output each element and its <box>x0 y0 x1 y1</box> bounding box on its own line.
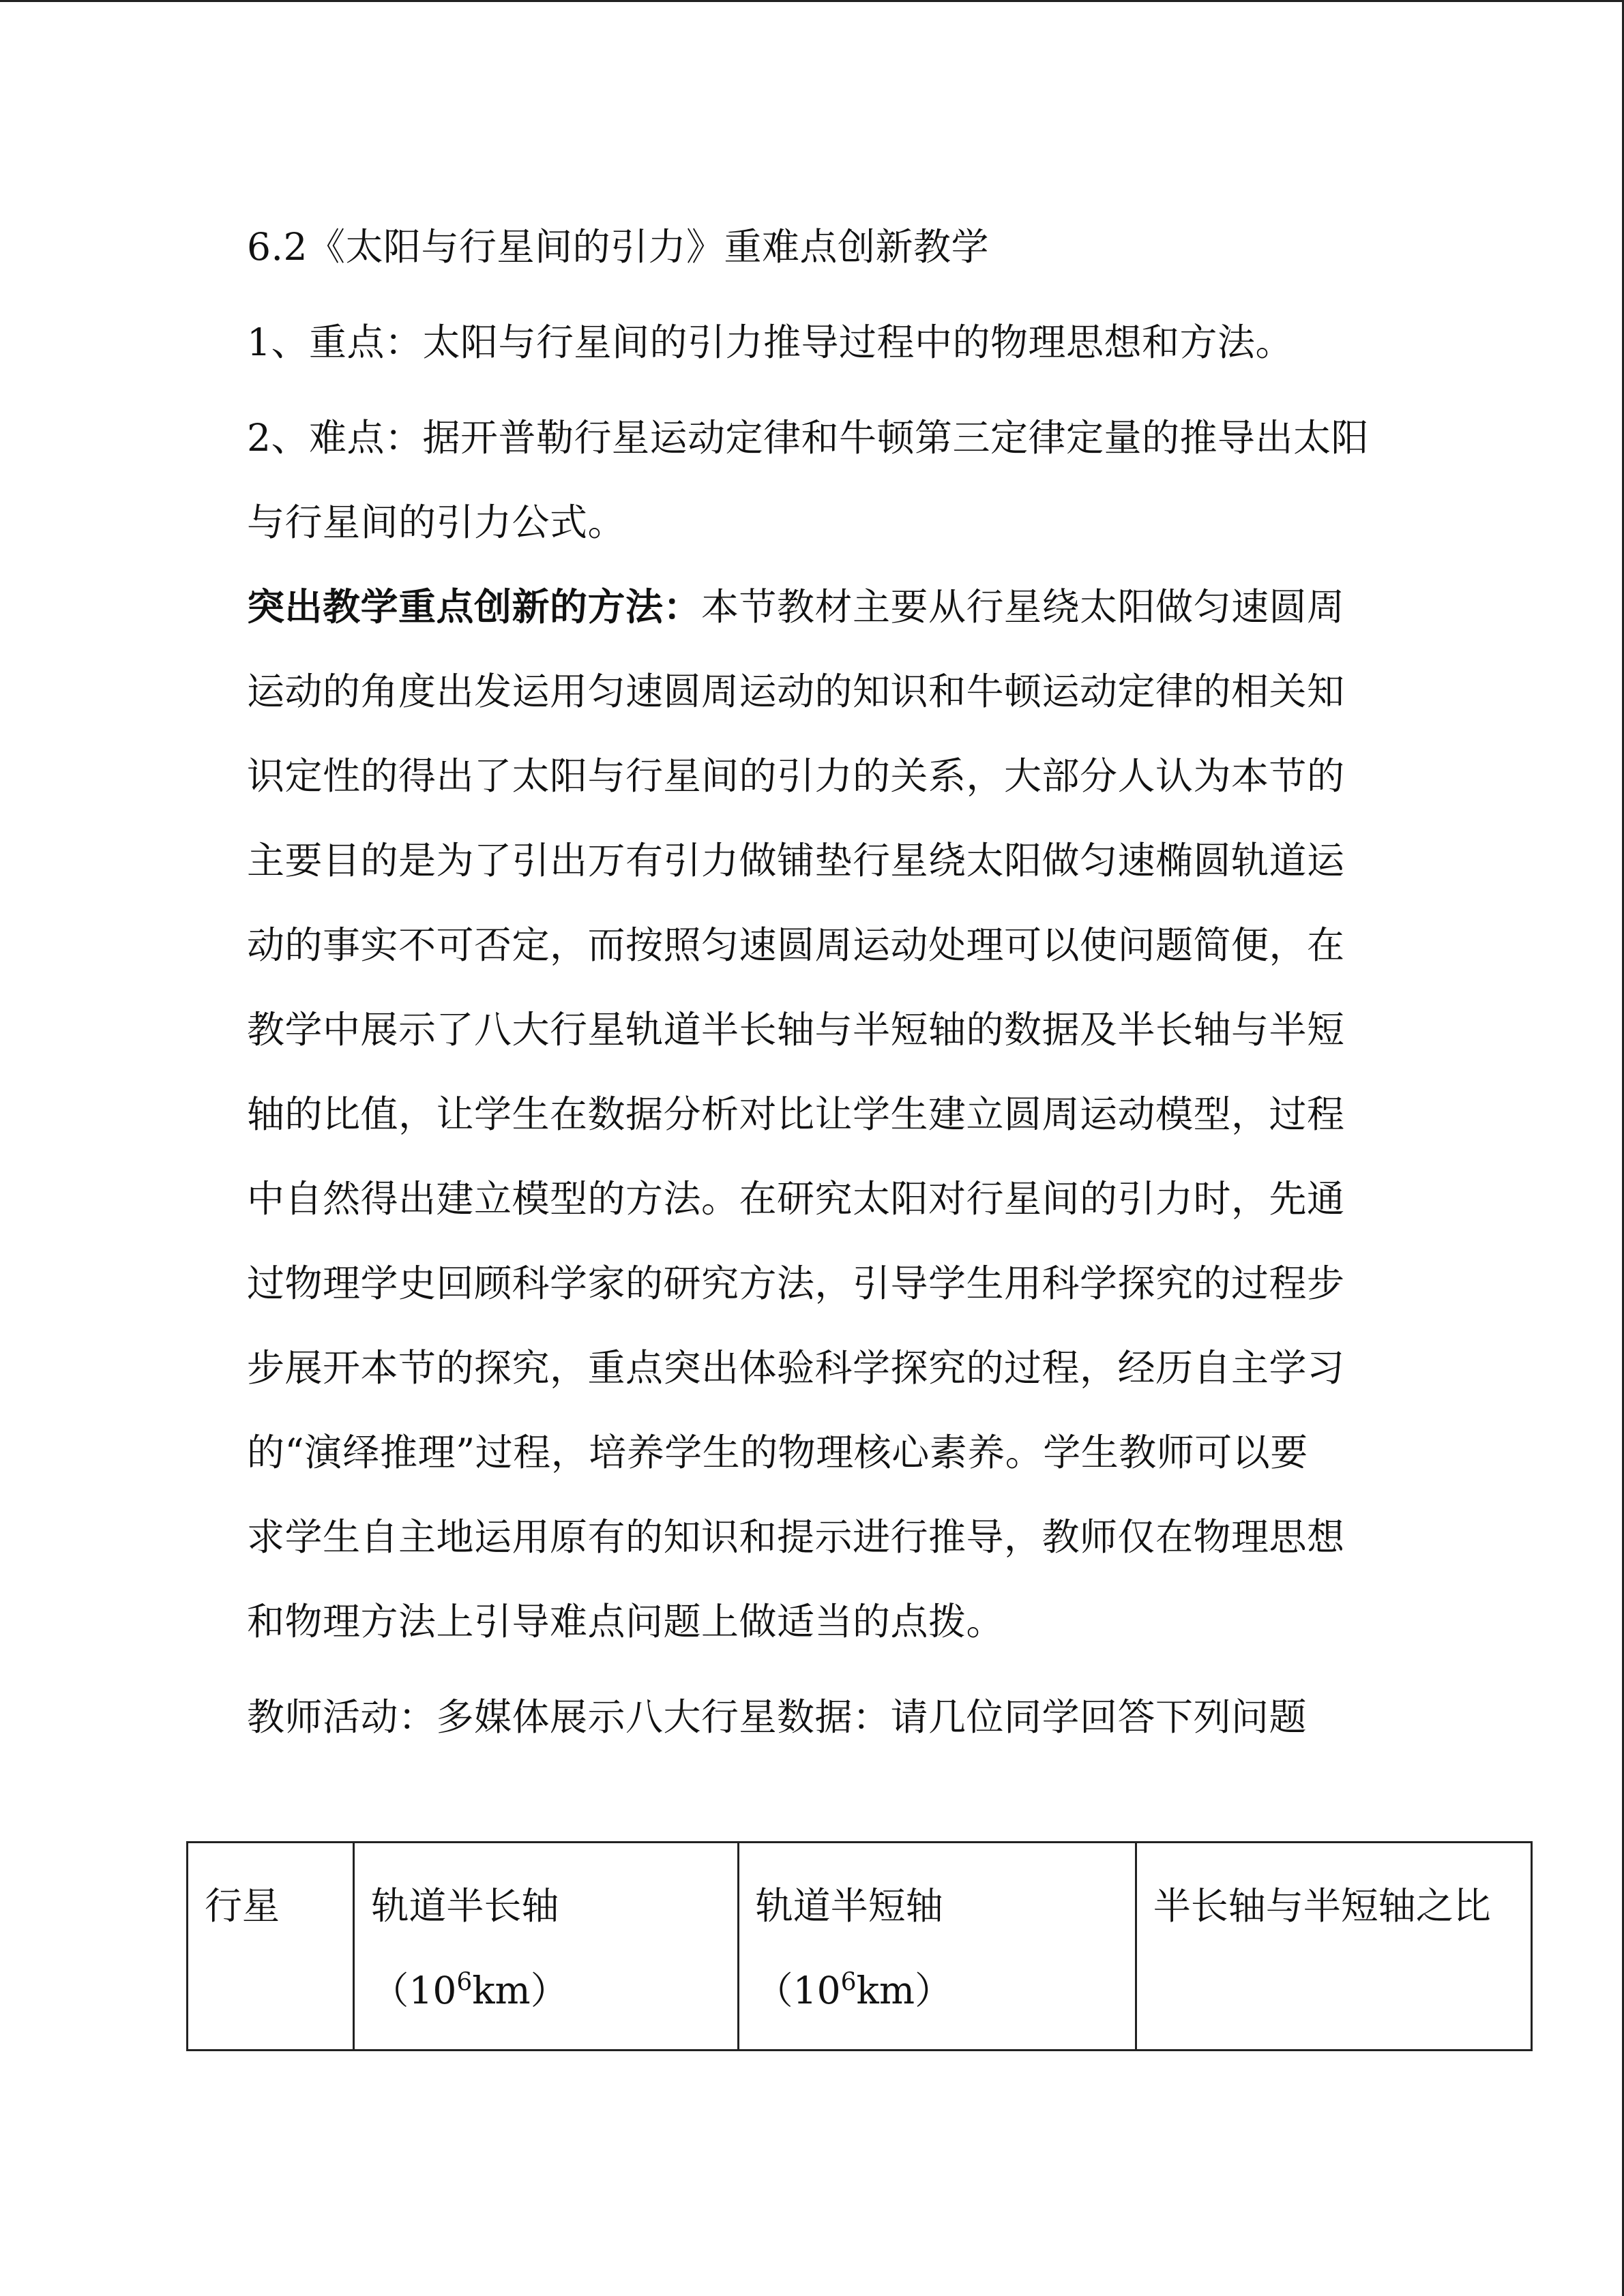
unit-open: （10 <box>371 1969 457 2012</box>
method-text: 本节教材主要从行星绕太阳做匀速圆周 <box>701 585 1345 629</box>
unit-close: km） <box>472 1969 568 2012</box>
header-axis-ratio: 半长轴与半短轴之比 <box>1136 1843 1531 2051</box>
document-title: 6.2《太阳与行星间的引力》重难点创新教学 <box>247 225 989 269</box>
difficulty-line-2: 与行星间的引力公式。 <box>247 501 626 544</box>
difficulty-line-1: 2、难点：据开普勒行星运动定律和牛顿第三定律定量的推导出太阳 <box>247 416 1369 460</box>
document-body <box>247 205 1393 1759</box>
header-semi-major-axis-unit <box>371 1948 720 2033</box>
unit-exponent: 6 <box>456 1968 473 1997</box>
method-paragraph-line: 轴的比值，让学生在数据分析对比让学生建立圆周运动模型，过程 <box>247 1092 1345 1136</box>
header-semi-minor-axis-label: 轨道半短轴（10 <box>755 1884 943 2012</box>
planet-data-table <box>186 1841 1533 2051</box>
method-paragraph-line: 教学中展示了八大行星轨道半长轴与半短轴的数据及半长轴与半短 <box>247 1008 1345 1052</box>
table-header-row <box>188 1843 1532 2051</box>
method-paragraph-line: 步展开本节的探究，重点突出体验科学探究的过程，经历自主学习 <box>247 1346 1345 1390</box>
header-semi-major-axis-label: 轨道半长轴 <box>371 1884 559 1928</box>
key-point: 1、重点：太阳与行星间的引力推导过程中的物理思想和方法。 <box>247 320 1293 364</box>
method-paragraph-line-1 <box>247 565 1393 649</box>
header-semi-major-axis <box>354 1843 738 2051</box>
unit-close: km） <box>856 1969 953 2012</box>
unit-exponent: 6 <box>840 1968 857 1997</box>
method-paragraph-line: 的“演绎推理”过程，培养学生的物理核心素养。学生教师可以要 <box>247 1431 1308 1474</box>
method-paragraph-line: 识定性的得出了太阳与行星间的引力的关系，大部分人认为本节的 <box>247 754 1345 798</box>
method-paragraph-line: 求学生自主地运用原有的知识和提示进行推导，教师仅在物理思想 <box>247 1515 1345 1559</box>
method-paragraph-line: 过物理学史回顾科学家的研究方法，引导学生用科学探究的过程步 <box>247 1262 1345 1305</box>
method-paragraph-line: 运动的角度出发运用匀速圆周运动的知识和牛顿运动定律的相关知 <box>247 670 1345 713</box>
page-border-top <box>0 0 1624 2</box>
method-paragraph-line: 动的事实不可否定，而按照匀速圆周运动处理可以使问题简便，在 <box>247 923 1345 967</box>
method-paragraph-line: 和物理方法上引导难点问题上做适当的点拨。 <box>247 1600 1005 1643</box>
method-label: 突出教学重点创新的方法： <box>247 584 702 629</box>
header-semi-minor-axis <box>738 1843 1136 2051</box>
teacher-activity: 教师活动：多媒体展示八大行星数据：请几位同学回答下列问题 <box>247 1695 1308 1739</box>
method-paragraph-line: 中自然得出建立模型的方法。在研究太阳对行星间的引力时，先通 <box>247 1177 1345 1221</box>
method-paragraph-line: 主要目的是为了引出万有引力做铺垫行星绕太阳做匀速椭圆轨道运 <box>247 839 1345 882</box>
header-planet: 行星 <box>188 1843 354 2051</box>
